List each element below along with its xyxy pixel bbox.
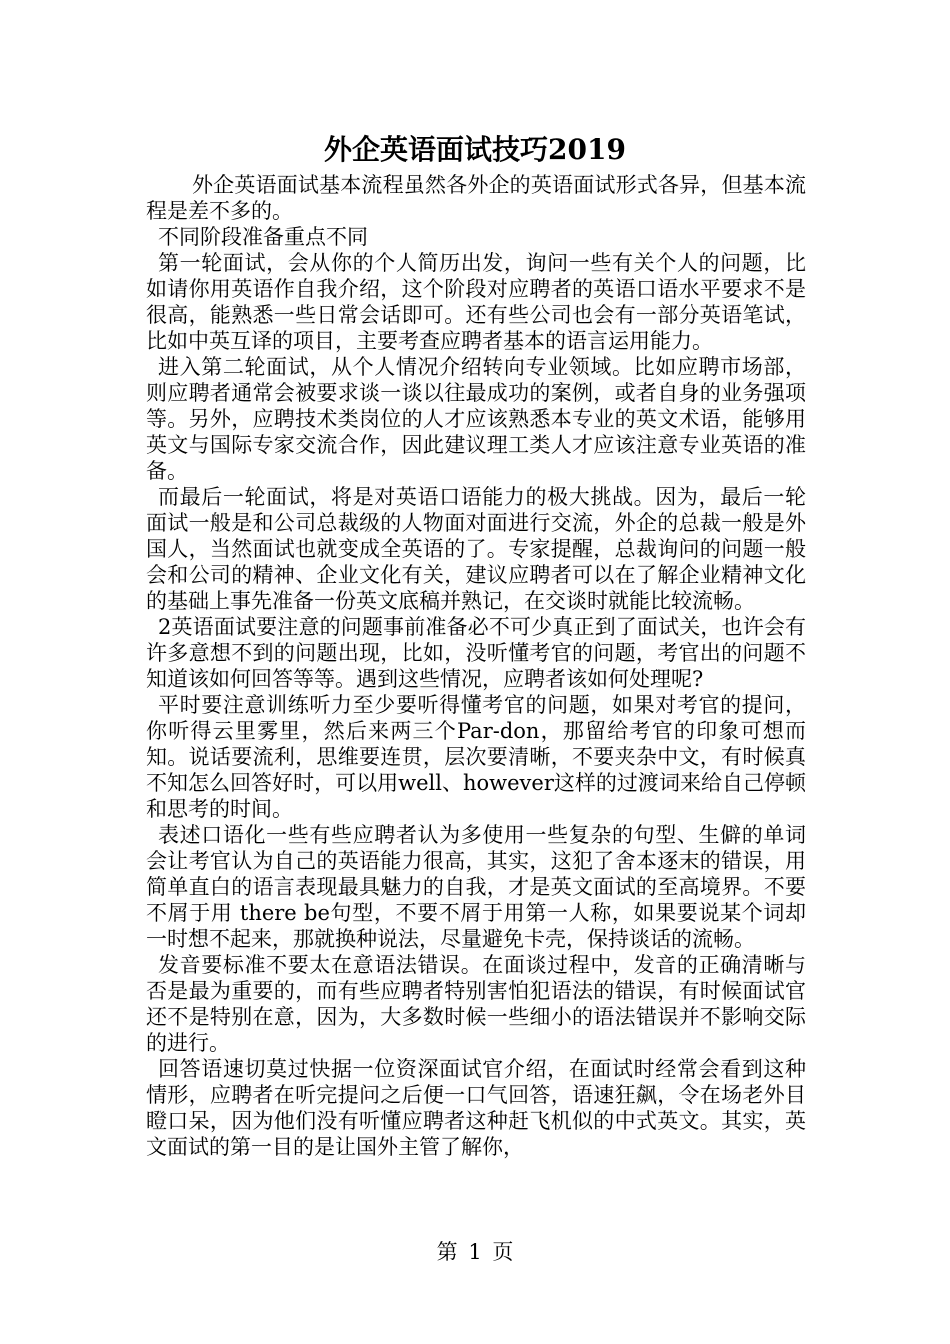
page-number: 第 1 页: [436, 1240, 514, 1264]
paragraph-pronunciation: 发音要标准不要太在意语法错误。在面谈过程中，发音的正确清晰与否是最为重要的，而有些应聘者特别害怕犯语法的错误，有时候面试官还不是特别在意，因为，大多数时候一些细小的语法错误并不影响交际的进行。: [146, 953, 806, 1055]
paragraph-first-round: 第一轮面试，会从你的个人简历出发，询问一些有关个人的问题，比如请你用英语作自我介绍，这个阶段对应聘者的英语口语水平要求不是很高，能熟悉一些日常会话即可。还有些公司也会有一部分英语笔试，比如中英互译的项目，主要考查应聘者基本的语言运用能力。: [146, 251, 806, 353]
paragraph-listening: 平时要注意训练听力至少要听得懂考官的问题，如果对考官的提问，你听得云里雾里，然后来两三个Par-don，那留给考官的印象可想而知。说话要流利，思维要连贯，层次要清晰，不要夹杂中文，有时候真不知怎么回答好时，可以用well、however这样的过渡词来给自己停顿和思考的时间。: [146, 693, 806, 821]
paragraph-colloquial: 表述口语化一些有些应聘者认为多使用一些复杂的句型、生僻的单词会让考官认为自己的英语能力很高，其实，这犯了舍本逐末的错误，用简单直白的语言表现最具魅力的自我，才是英文面试的至高境界。不要不屑于用 there be句型，不要不屑于用第一人称，如果要说某个词却一时想不起来，那就换种说法，尽量避免卡壳，保持谈话的流畅。: [146, 823, 806, 951]
document-title: 外企英语面试技巧2019: [324, 133, 626, 166]
paragraph-intro: 外企英语面试基本流程虽然各外企的英语面试形式各异，但基本流程是差不多的。: [146, 173, 806, 223]
paragraph-heading-stages: 不同阶段准备重点不同: [158, 225, 368, 249]
document-body: [146, 172, 806, 1160]
paragraph-second-round: 进入第二轮面试，从个人情况介绍转向专业领域。比如应聘市场部，则应聘者通常会被要求谈一谈以往最成功的案例，或者自身的业务强项等。另外，应聘技术类岗位的人才应该熟悉本专业的英文术语，能够用英文与国际专家交流合作，因此建议理工类人才应该注意专业英语的准备。: [146, 355, 806, 483]
paragraph-speech-speed: 回答语速切莫过快据一位资深面试官介绍，在面试时经常会看到这种情形，应聘者在听完提问之后便一口气回答，语速狂飙，令在场老外目瞪口呆，因为他们没有听懂应聘者这种赶飞机似的中式英文。其实，英文面试的第一目的是让国外主管了解你，: [146, 1057, 806, 1159]
paragraph-precautions: 2英语面试要注意的问题事前准备必不可少真正到了面试关，也许会有许多意想不到的问题出现，比如，没听懂考官的问题，考官出的问题不知道该如何回答等等。遇到这些情况，应聘者该如何处理呢?: [146, 615, 806, 691]
paragraph-final-round: 而最后一轮面试，将是对英语口语能力的极大挑战。因为，最后一轮面试一般是和公司总裁级的人物面对面进行交流，外企的总裁一般是外国人，当然面试也就变成全英语的了。专家提醒，总裁询问的问题一般会和公司的精神、企业文化有关，建议应聘者可以在了解企业精神文化的基础上事先准备一份英文底稿并熟记，在交谈时就能比较流畅。: [146, 485, 806, 613]
